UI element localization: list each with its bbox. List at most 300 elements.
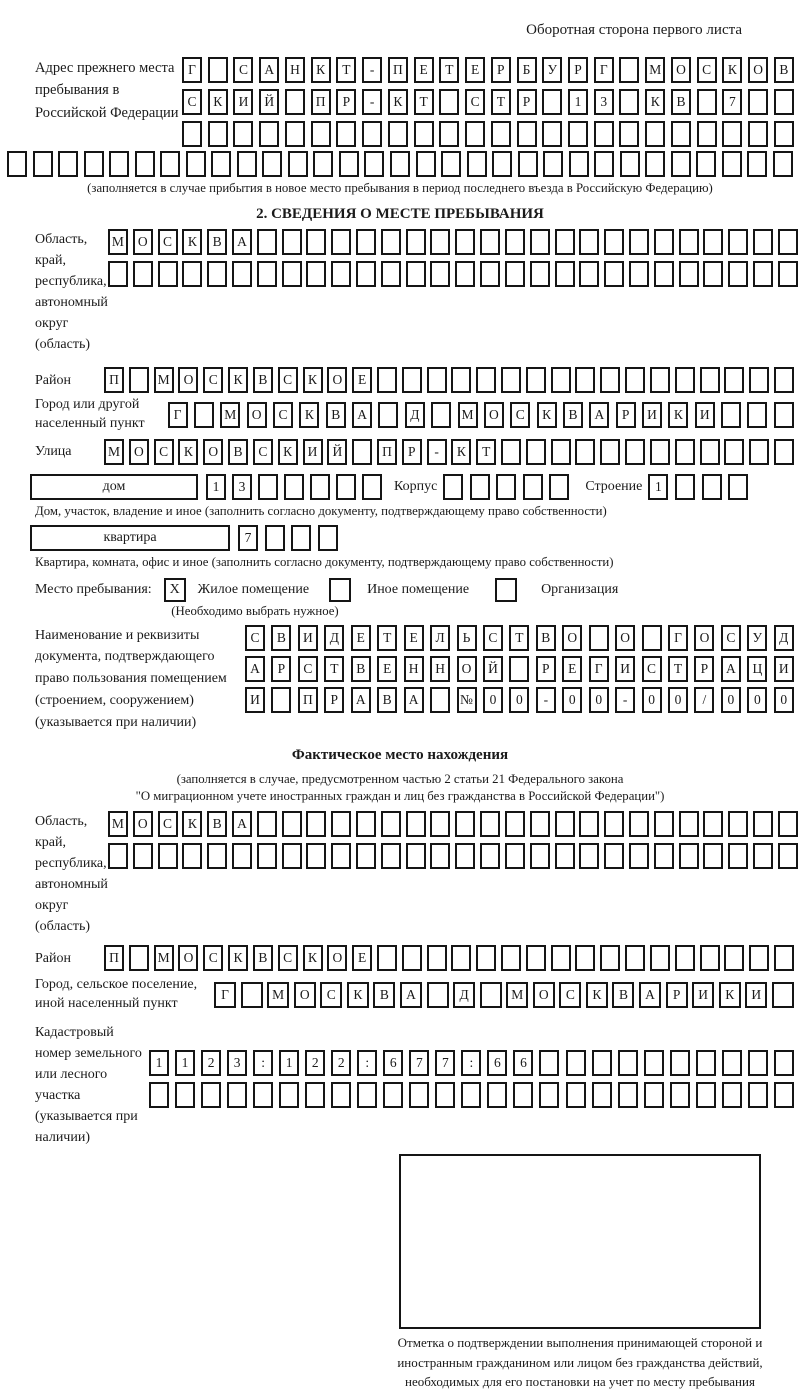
- char-cell[interactable]: 0: [562, 687, 582, 713]
- char-cell[interactable]: О: [327, 945, 347, 971]
- char-cell[interactable]: [430, 687, 450, 713]
- char-cell[interactable]: [654, 229, 674, 255]
- char-cell[interactable]: [356, 811, 376, 837]
- char-cell[interactable]: [530, 229, 550, 255]
- char-cell[interactable]: Р: [536, 656, 556, 682]
- char-cell[interactable]: К: [182, 811, 202, 837]
- char-cell[interactable]: С: [642, 656, 662, 682]
- char-cell[interactable]: [778, 843, 798, 869]
- char-cell[interactable]: [467, 151, 487, 177]
- char-cell[interactable]: А: [232, 229, 252, 255]
- char-cell[interactable]: Р: [568, 57, 588, 83]
- char-cell[interactable]: [208, 121, 228, 147]
- char-cell[interactable]: [430, 229, 450, 255]
- char-cell[interactable]: [285, 121, 305, 147]
- char-cell[interactable]: [416, 151, 436, 177]
- char-cell[interactable]: М: [220, 402, 240, 428]
- char-cell[interactable]: [724, 439, 744, 465]
- char-cell[interactable]: [381, 229, 401, 255]
- char-cell[interactable]: К: [299, 402, 319, 428]
- char-cell[interactable]: [566, 1050, 586, 1076]
- char-cell[interactable]: Р: [402, 439, 422, 465]
- char-cell[interactable]: [439, 89, 459, 115]
- char-cell[interactable]: [645, 151, 665, 177]
- char-cell[interactable]: [551, 945, 571, 971]
- char-cell[interactable]: [753, 261, 773, 287]
- char-cell[interactable]: [84, 151, 104, 177]
- char-cell[interactable]: 2: [331, 1050, 351, 1076]
- char-cell[interactable]: [377, 945, 397, 971]
- char-cell[interactable]: [696, 151, 716, 177]
- char-cell[interactable]: 0: [721, 687, 741, 713]
- char-cell[interactable]: П: [311, 89, 331, 115]
- char-cell[interactable]: [108, 261, 128, 287]
- char-cell[interactable]: П: [104, 367, 124, 393]
- char-cell[interactable]: [749, 367, 769, 393]
- char-cell[interactable]: 0: [483, 687, 503, 713]
- char-cell[interactable]: [305, 1082, 325, 1108]
- char-cell[interactable]: [644, 1082, 664, 1108]
- char-cell[interactable]: :: [357, 1050, 377, 1076]
- char-cell[interactable]: :: [461, 1050, 481, 1076]
- char-cell[interactable]: [505, 811, 525, 837]
- char-cell[interactable]: [406, 261, 426, 287]
- char-cell[interactable]: [629, 261, 649, 287]
- char-cell[interactable]: [526, 439, 546, 465]
- char-cell[interactable]: А: [232, 811, 252, 837]
- char-cell[interactable]: С: [465, 89, 485, 115]
- char-cell[interactable]: [306, 261, 326, 287]
- char-cell[interactable]: [271, 687, 291, 713]
- char-cell[interactable]: [336, 474, 356, 500]
- char-cell[interactable]: [388, 121, 408, 147]
- char-cell[interactable]: [455, 261, 475, 287]
- char-cell[interactable]: [259, 121, 279, 147]
- char-cell[interactable]: [501, 439, 521, 465]
- char-cell[interactable]: [182, 843, 202, 869]
- char-cell[interactable]: О: [562, 625, 582, 651]
- char-cell[interactable]: [227, 1082, 247, 1108]
- char-cell[interactable]: 0: [774, 687, 794, 713]
- char-cell[interactable]: [773, 151, 793, 177]
- char-cell[interactable]: Т: [377, 625, 397, 651]
- char-cell[interactable]: [257, 229, 277, 255]
- char-cell[interactable]: О: [294, 982, 316, 1008]
- char-cell[interactable]: А: [259, 57, 279, 83]
- char-cell[interactable]: Р: [324, 687, 344, 713]
- char-cell[interactable]: О: [694, 625, 714, 651]
- char-cell[interactable]: [722, 121, 742, 147]
- char-cell[interactable]: [728, 229, 748, 255]
- char-cell[interactable]: Т: [324, 656, 344, 682]
- char-cell[interactable]: [158, 843, 178, 869]
- char-cell[interactable]: Е: [352, 945, 372, 971]
- char-cell[interactable]: Г: [594, 57, 614, 83]
- char-cell[interactable]: [753, 843, 773, 869]
- char-cell[interactable]: О: [671, 57, 691, 83]
- char-cell[interactable]: [406, 811, 426, 837]
- char-cell[interactable]: А: [589, 402, 609, 428]
- char-cell[interactable]: [282, 843, 302, 869]
- char-cell[interactable]: [517, 121, 537, 147]
- char-cell[interactable]: П: [298, 687, 318, 713]
- char-cell[interactable]: Д: [324, 625, 344, 651]
- char-cell[interactable]: К: [228, 367, 248, 393]
- char-cell[interactable]: Е: [352, 367, 372, 393]
- char-cell[interactable]: [455, 843, 475, 869]
- char-cell[interactable]: [501, 945, 521, 971]
- char-cell[interactable]: К: [719, 982, 741, 1008]
- char-cell[interactable]: [406, 229, 426, 255]
- char-cell[interactable]: [778, 261, 798, 287]
- char-cell[interactable]: С: [233, 57, 253, 83]
- char-cell[interactable]: О: [457, 656, 477, 682]
- char-cell[interactable]: [670, 1082, 690, 1108]
- char-cell[interactable]: [650, 945, 670, 971]
- char-cell[interactable]: [600, 945, 620, 971]
- char-cell[interactable]: [501, 367, 521, 393]
- char-cell[interactable]: [356, 843, 376, 869]
- char-cell[interactable]: Е: [404, 625, 424, 651]
- char-cell[interactable]: [542, 121, 562, 147]
- char-cell[interactable]: О: [247, 402, 267, 428]
- char-cell[interactable]: [257, 843, 277, 869]
- char-cell[interactable]: [650, 439, 670, 465]
- char-cell[interactable]: [378, 402, 398, 428]
- char-cell[interactable]: [530, 843, 550, 869]
- char-cell[interactable]: [778, 811, 798, 837]
- char-cell[interactable]: [604, 811, 624, 837]
- char-cell[interactable]: [331, 843, 351, 869]
- char-cell[interactable]: [747, 402, 767, 428]
- char-cell[interactable]: [237, 151, 257, 177]
- char-cell[interactable]: [480, 229, 500, 255]
- char-cell[interactable]: [629, 811, 649, 837]
- char-cell[interactable]: О: [327, 367, 347, 393]
- char-cell[interactable]: [253, 1082, 273, 1108]
- char-cell[interactable]: [487, 1082, 507, 1108]
- char-cell[interactable]: [772, 982, 794, 1008]
- char-cell[interactable]: С: [273, 402, 293, 428]
- char-cell[interactable]: [555, 811, 575, 837]
- char-cell[interactable]: Р: [517, 89, 537, 115]
- char-cell[interactable]: Ь: [457, 625, 477, 651]
- char-cell[interactable]: В: [351, 656, 371, 682]
- char-cell[interactable]: 2: [201, 1050, 221, 1076]
- char-cell[interactable]: [722, 1082, 742, 1108]
- char-cell[interactable]: 2: [305, 1050, 325, 1076]
- char-cell[interactable]: [549, 474, 569, 500]
- char-cell[interactable]: [774, 1050, 794, 1076]
- char-cell[interactable]: С: [182, 89, 202, 115]
- char-cell[interactable]: Р: [616, 402, 636, 428]
- char-cell[interactable]: [539, 1082, 559, 1108]
- char-cell[interactable]: [381, 843, 401, 869]
- char-cell[interactable]: 3: [227, 1050, 247, 1076]
- char-cell[interactable]: [551, 367, 571, 393]
- char-cell[interactable]: В: [326, 402, 346, 428]
- char-cell[interactable]: [589, 625, 609, 651]
- char-cell[interactable]: [702, 474, 722, 500]
- char-cell[interactable]: [480, 843, 500, 869]
- char-cell[interactable]: [414, 121, 434, 147]
- char-cell[interactable]: П: [388, 57, 408, 83]
- char-cell[interactable]: И: [692, 982, 714, 1008]
- char-cell[interactable]: :: [253, 1050, 273, 1076]
- char-cell[interactable]: [575, 367, 595, 393]
- char-cell[interactable]: [526, 945, 546, 971]
- char-cell[interactable]: [311, 121, 331, 147]
- char-cell[interactable]: Л: [430, 625, 450, 651]
- char-cell[interactable]: [381, 261, 401, 287]
- char-cell[interactable]: [542, 89, 562, 115]
- char-cell[interactable]: 1: [175, 1050, 195, 1076]
- char-cell[interactable]: К: [182, 229, 202, 255]
- char-cell[interactable]: -: [536, 687, 556, 713]
- char-cell[interactable]: [262, 151, 282, 177]
- char-cell[interactable]: С: [483, 625, 503, 651]
- char-cell[interactable]: В: [207, 229, 227, 255]
- char-cell[interactable]: [594, 121, 614, 147]
- char-cell[interactable]: О: [178, 945, 198, 971]
- char-cell[interactable]: [158, 261, 178, 287]
- char-cell[interactable]: Р: [666, 982, 688, 1008]
- char-cell[interactable]: [675, 439, 695, 465]
- char-cell[interactable]: [430, 261, 450, 287]
- char-cell[interactable]: [451, 367, 471, 393]
- char-cell[interactable]: Т: [476, 439, 496, 465]
- char-cell[interactable]: [619, 57, 639, 83]
- char-cell[interactable]: [455, 811, 475, 837]
- char-cell[interactable]: [753, 229, 773, 255]
- char-cell[interactable]: [518, 151, 538, 177]
- char-cell[interactable]: 0: [589, 687, 609, 713]
- char-cell[interactable]: [336, 121, 356, 147]
- char-cell[interactable]: К: [347, 982, 369, 1008]
- char-cell[interactable]: [291, 525, 311, 551]
- char-cell[interactable]: В: [253, 367, 273, 393]
- char-cell[interactable]: Т: [491, 89, 511, 115]
- char-cell[interactable]: Н: [404, 656, 424, 682]
- char-cell[interactable]: [600, 367, 620, 393]
- char-cell[interactable]: [748, 89, 768, 115]
- char-cell[interactable]: В: [563, 402, 583, 428]
- char-cell[interactable]: [728, 474, 748, 500]
- char-cell[interactable]: С: [154, 439, 174, 465]
- char-cell[interactable]: [604, 261, 624, 287]
- char-cell[interactable]: [654, 261, 674, 287]
- char-cell[interactable]: [654, 843, 674, 869]
- char-cell[interactable]: 0: [642, 687, 662, 713]
- char-cell[interactable]: Е: [414, 57, 434, 83]
- char-cell[interactable]: [625, 367, 645, 393]
- char-cell[interactable]: -: [615, 687, 635, 713]
- char-cell[interactable]: 7: [238, 525, 258, 551]
- char-cell[interactable]: М: [104, 439, 124, 465]
- char-cell[interactable]: [700, 945, 720, 971]
- char-cell[interactable]: И: [615, 656, 635, 682]
- char-cell[interactable]: [465, 121, 485, 147]
- char-cell[interactable]: [728, 843, 748, 869]
- char-cell[interactable]: [265, 525, 285, 551]
- char-cell[interactable]: [406, 843, 426, 869]
- char-cell[interactable]: [364, 151, 384, 177]
- char-cell[interactable]: [724, 945, 744, 971]
- char-cell[interactable]: [619, 89, 639, 115]
- char-cell[interactable]: [551, 439, 571, 465]
- char-cell[interactable]: [604, 229, 624, 255]
- char-cell[interactable]: [592, 1082, 612, 1108]
- char-cell[interactable]: В: [373, 982, 395, 1008]
- char-cell[interactable]: [390, 151, 410, 177]
- char-cell[interactable]: И: [233, 89, 253, 115]
- char-cell[interactable]: М: [267, 982, 289, 1008]
- char-cell[interactable]: [774, 121, 794, 147]
- char-cell[interactable]: Й: [259, 89, 279, 115]
- char-cell[interactable]: И: [298, 625, 318, 651]
- char-cell[interactable]: [430, 843, 450, 869]
- char-cell[interactable]: М: [506, 982, 528, 1008]
- char-cell[interactable]: [700, 439, 720, 465]
- char-cell[interactable]: Е: [562, 656, 582, 682]
- char-cell[interactable]: 6: [513, 1050, 533, 1076]
- char-cell[interactable]: К: [668, 402, 688, 428]
- char-cell[interactable]: О: [748, 57, 768, 83]
- char-cell[interactable]: [722, 151, 742, 177]
- char-cell[interactable]: Т: [668, 656, 688, 682]
- char-cell[interactable]: [679, 811, 699, 837]
- char-cell[interactable]: У: [747, 625, 767, 651]
- char-cell[interactable]: С: [697, 57, 717, 83]
- char-cell[interactable]: Т: [439, 57, 459, 83]
- char-cell[interactable]: [441, 151, 461, 177]
- char-cell[interactable]: М: [154, 945, 174, 971]
- char-cell[interactable]: 1: [206, 474, 226, 500]
- char-cell[interactable]: [509, 656, 529, 682]
- char-cell[interactable]: [620, 151, 640, 177]
- char-cell[interactable]: [331, 261, 351, 287]
- char-cell[interactable]: К: [537, 402, 557, 428]
- char-cell[interactable]: [747, 151, 767, 177]
- char-cell[interactable]: О: [133, 229, 153, 255]
- char-cell[interactable]: [604, 843, 624, 869]
- char-cell[interactable]: [644, 1050, 664, 1076]
- char-cell[interactable]: [285, 89, 305, 115]
- char-cell[interactable]: [566, 1082, 586, 1108]
- char-cell[interactable]: [201, 1082, 221, 1108]
- char-cell[interactable]: Й: [327, 439, 347, 465]
- char-cell[interactable]: О: [203, 439, 223, 465]
- char-cell[interactable]: 7: [409, 1050, 429, 1076]
- char-cell[interactable]: Е: [465, 57, 485, 83]
- char-cell[interactable]: [439, 121, 459, 147]
- char-cell[interactable]: [232, 843, 252, 869]
- char-cell[interactable]: [703, 843, 723, 869]
- char-cell[interactable]: Д: [774, 625, 794, 651]
- char-cell[interactable]: О: [129, 439, 149, 465]
- char-cell[interactable]: О: [178, 367, 198, 393]
- char-cell[interactable]: [207, 843, 227, 869]
- char-cell[interactable]: У: [542, 57, 562, 83]
- char-cell[interactable]: С: [253, 439, 273, 465]
- char-cell[interactable]: [492, 151, 512, 177]
- char-cell[interactable]: [696, 1050, 716, 1076]
- char-cell[interactable]: [778, 229, 798, 255]
- char-cell[interactable]: К: [311, 57, 331, 83]
- char-cell[interactable]: [774, 945, 794, 971]
- char-cell[interactable]: [160, 151, 180, 177]
- char-cell[interactable]: [175, 1082, 195, 1108]
- char-cell[interactable]: Е: [351, 625, 371, 651]
- char-cell[interactable]: [671, 151, 691, 177]
- char-cell[interactable]: [108, 843, 128, 869]
- char-cell[interactable]: Т: [414, 89, 434, 115]
- char-cell[interactable]: [555, 229, 575, 255]
- char-cell[interactable]: [455, 229, 475, 255]
- char-cell[interactable]: [208, 57, 228, 83]
- char-cell[interactable]: [186, 151, 206, 177]
- char-cell[interactable]: В: [271, 625, 291, 651]
- char-cell[interactable]: [356, 229, 376, 255]
- char-cell[interactable]: [568, 121, 588, 147]
- char-cell[interactable]: [331, 229, 351, 255]
- char-cell[interactable]: [645, 121, 665, 147]
- char-cell[interactable]: [555, 843, 575, 869]
- char-cell[interactable]: 6: [487, 1050, 507, 1076]
- char-cell[interactable]: [306, 229, 326, 255]
- char-cell[interactable]: [306, 811, 326, 837]
- char-cell[interactable]: [539, 1050, 559, 1076]
- char-cell[interactable]: [579, 811, 599, 837]
- char-cell[interactable]: [339, 151, 359, 177]
- char-cell[interactable]: [427, 367, 447, 393]
- char-cell[interactable]: [496, 474, 516, 500]
- char-cell[interactable]: Р: [491, 57, 511, 83]
- char-cell[interactable]: [505, 261, 525, 287]
- char-cell[interactable]: [600, 439, 620, 465]
- char-cell[interactable]: [774, 402, 794, 428]
- char-cell[interactable]: С: [559, 982, 581, 1008]
- char-cell[interactable]: [575, 945, 595, 971]
- char-cell[interactable]: [182, 121, 202, 147]
- char-cell[interactable]: О: [533, 982, 555, 1008]
- char-cell[interactable]: С: [203, 367, 223, 393]
- char-cell[interactable]: Д: [405, 402, 425, 428]
- char-cell[interactable]: [569, 151, 589, 177]
- char-cell[interactable]: [451, 945, 471, 971]
- char-cell[interactable]: 3: [594, 89, 614, 115]
- char-cell[interactable]: 0: [747, 687, 767, 713]
- char-cell[interactable]: [129, 367, 149, 393]
- char-cell[interactable]: К: [388, 89, 408, 115]
- char-cell[interactable]: Г: [182, 57, 202, 83]
- char-cell[interactable]: С: [510, 402, 530, 428]
- char-cell[interactable]: [480, 811, 500, 837]
- char-cell[interactable]: К: [451, 439, 471, 465]
- char-cell[interactable]: 6: [383, 1050, 403, 1076]
- char-cell[interactable]: [476, 367, 496, 393]
- char-cell[interactable]: Н: [430, 656, 450, 682]
- checkbox-residential[interactable]: X: [164, 578, 186, 602]
- char-cell[interactable]: [58, 151, 78, 177]
- char-cell[interactable]: Р: [694, 656, 714, 682]
- char-cell[interactable]: [470, 474, 490, 500]
- char-cell[interactable]: [331, 1082, 351, 1108]
- char-cell[interactable]: В: [207, 811, 227, 837]
- char-cell[interactable]: [352, 439, 372, 465]
- char-cell[interactable]: Г: [214, 982, 236, 1008]
- char-cell[interactable]: [728, 261, 748, 287]
